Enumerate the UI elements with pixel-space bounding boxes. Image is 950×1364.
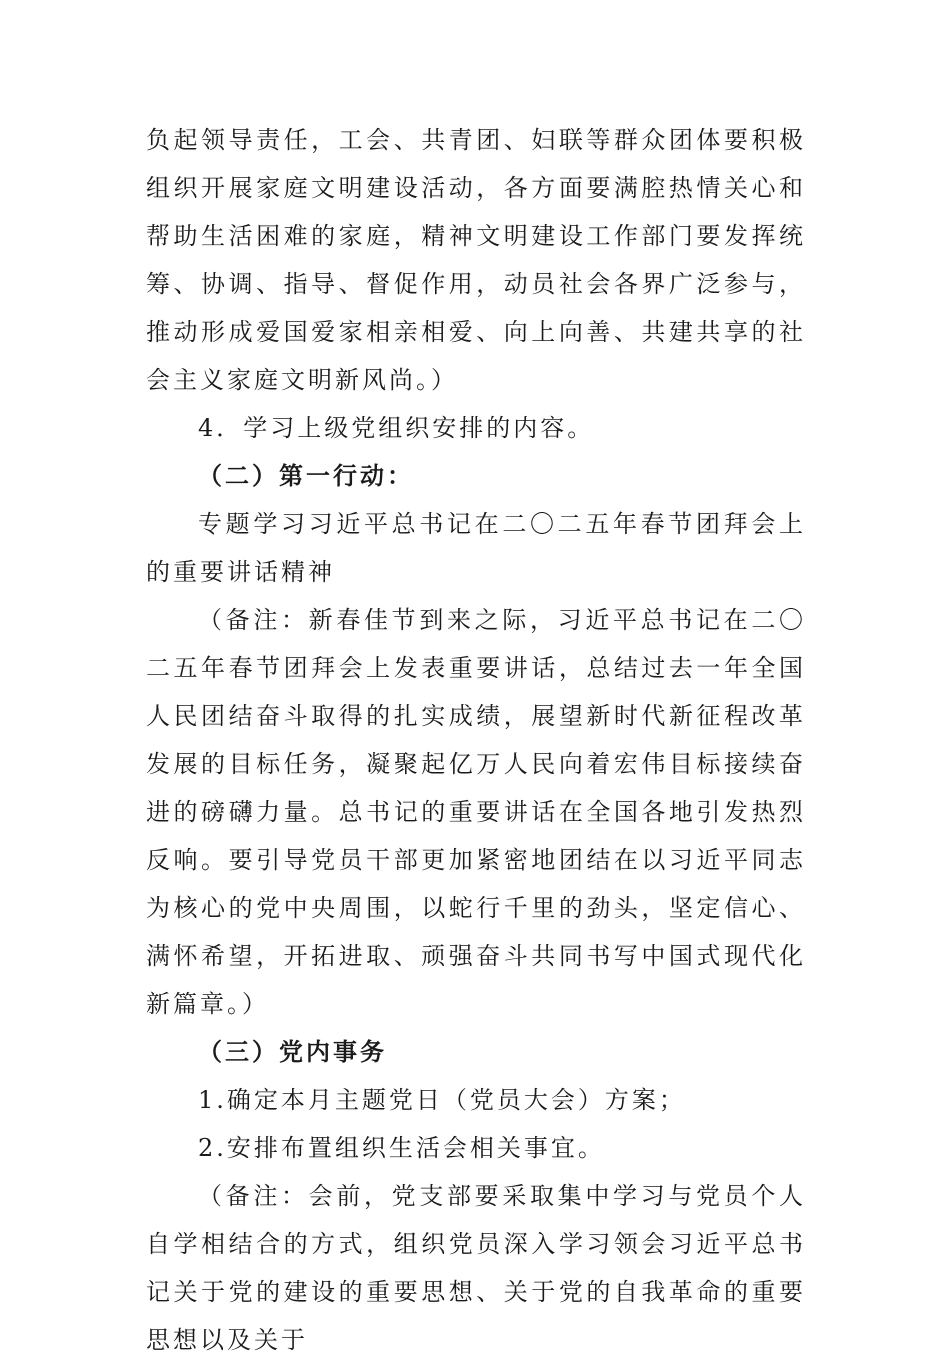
paragraph-continuation: 负起领导责任，工会、共青团、妇联等群众团体要积极组织开展家庭文明建设活动，各方面要满腔热情关心和帮助生活困难的家庭，精神文明建设工作部门要发挥统筹、协调、指导、督促作用，动员社会各界广泛参与，推动形成爱国爱家相亲相爱、向上向善、共建共享的社会主义家庭文明新风尚。） — [146, 126, 806, 394]
section-heading-first-action: （二）第一行动： — [198, 461, 414, 490]
paragraph-item-4: 4．学习上级党组织安排的内容。 — [198, 414, 595, 442]
paragraph-item-2: 2.安排布置组织生活会相关事宜。 — [198, 1134, 605, 1162]
paragraph-study-topic: 专题学习习近平总书记在二〇二五年春节团拜会上的重要讲话精神 — [146, 510, 806, 586]
paragraph-note-spring-festival: （备注：新春佳节到来之际，习近平总书记在二〇二五年春节团拜会上发表重要讲话，总结过去一年全国人民团结奋斗取得的扎实成绩，展望新时代新征程改革发展的目标任务，凝聚起亿万人民向着宏伟目标接续奋进的磅礴力量。总书记的重要讲话在全国各地引发热烈反响。要引导党员干部更加紧密地团结在以习近平同志为核心的党中央周围，以蛇行千里的劲头，坚定信心、满怀希望，开拓进取、顽强奋斗共同书写中国式现代化新篇章。） — [146, 606, 806, 1018]
paragraph-item-1: 1.确定本月主题党日（党员大会）方案； — [198, 1086, 686, 1114]
section-heading-party-affairs: （三）党内事务 — [198, 1037, 387, 1066]
paragraph-note-meeting: （备注：会前，党支部要采取集中学习与党员个人自学相结合的方式，组织党员深入学习领会习近平总书记关于党的建设的重要思想、关于党的自我革命的重要思想以及关于 — [146, 1182, 806, 1354]
document-body — [146, 116, 806, 1364]
